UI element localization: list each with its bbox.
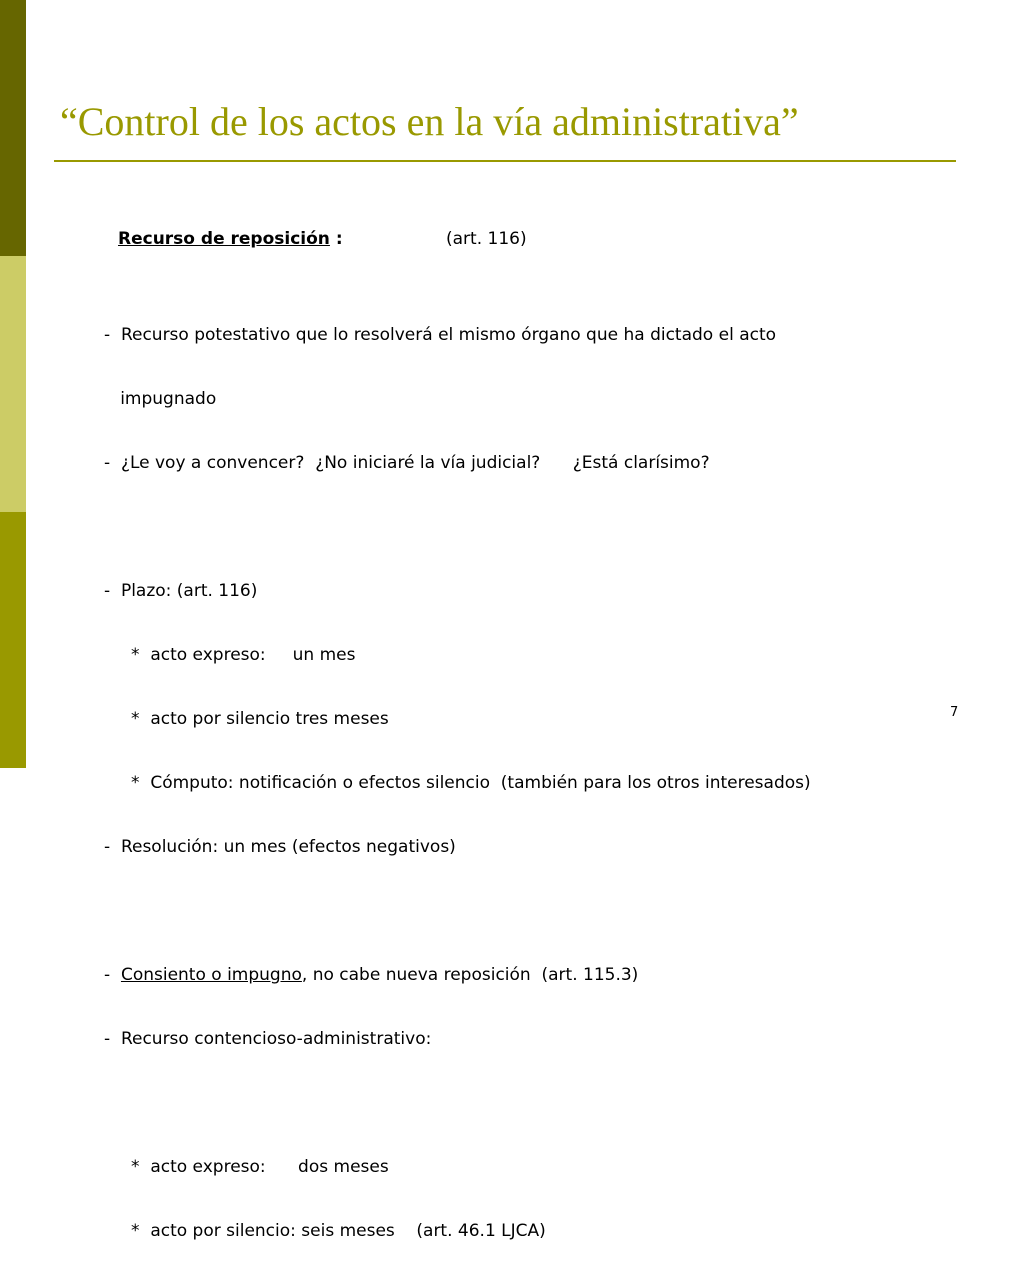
body-line: - Recurso contencioso-administrativo: (104, 1029, 432, 1049)
section-heading (118, 229, 343, 249)
side-band-middle (0, 256, 26, 512)
body-line-blank (104, 899, 811, 923)
body-line: impugnado (104, 389, 217, 409)
section-heading-article: (art. 116) (446, 229, 527, 249)
side-band-bottom (0, 512, 26, 768)
body-line: * acto por silencio tres meses (104, 709, 389, 729)
underlined-phrase: Consiento o impugno (120, 965, 302, 985)
body-line: - Plazo: (art. 116) (104, 581, 258, 601)
section-heading-colon: : (329, 229, 343, 249)
slide-body (104, 283, 811, 1263)
title-underline-rule (54, 160, 956, 162)
page-number: 7 (950, 705, 959, 720)
body-line-prefix: - (104, 965, 121, 985)
body-line: * acto por silencio: seis meses (art. 46.1 LJCA) (104, 1221, 546, 1241)
section-heading-label: Recurso de reposición (118, 229, 330, 249)
slide-title: “Control de los actos en la vía administrativa” (60, 99, 799, 144)
body-line-blank (104, 1091, 811, 1115)
body-line: * acto expreso: dos meses (104, 1157, 389, 1177)
body-line-blank (104, 515, 811, 539)
side-band-top (0, 0, 26, 256)
body-line: - ¿Le voy a convencer? ¿No iniciaré la vía judicial? ¿Está clarísimo? (104, 453, 710, 473)
body-line (104, 963, 811, 987)
body-line: - Recurso potestativo que lo resolverá el mismo órgano que ha dictado el acto (104, 325, 777, 345)
body-line-suffix: , no cabe nueva reposición (art. 115.3) (301, 965, 639, 985)
body-line: * Cómputo: notificación o efectos silencio (también para los otros interesados) (104, 773, 811, 793)
body-line: * acto expreso: un mes (104, 645, 356, 665)
body-line: - Resolución: un mes (efectos negativos) (104, 837, 456, 857)
